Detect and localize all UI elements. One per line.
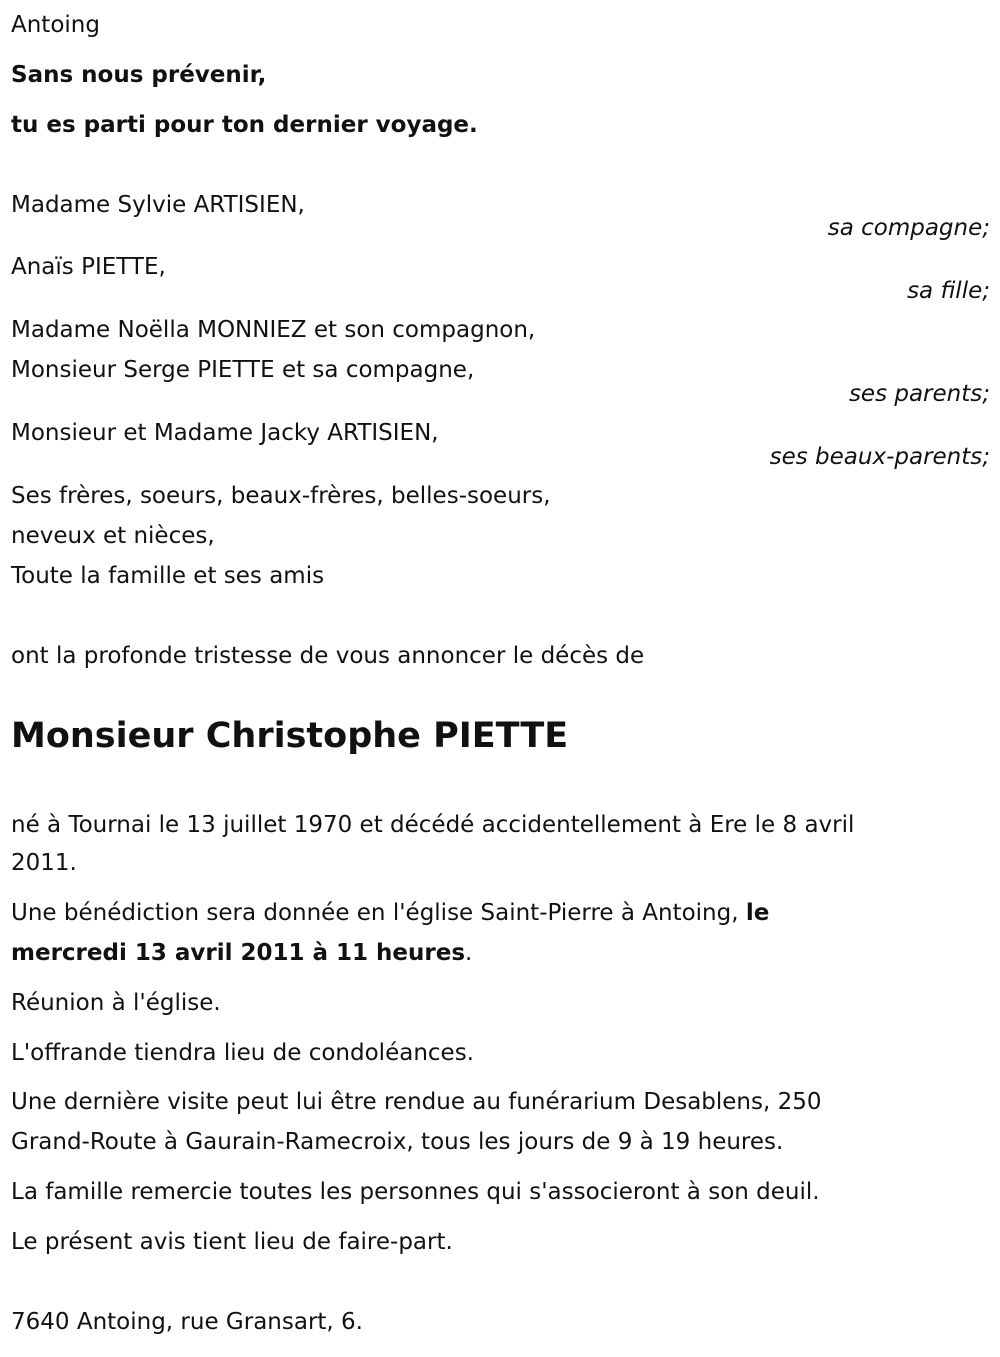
family-line: Monsieur Serge PIETTE et sa compagne, bbox=[11, 357, 475, 383]
thanks: La famille remercie toutes les personnes qui s'associeront à son deuil. bbox=[11, 1179, 820, 1205]
notice: Le présent avis tient lieu de faire-part. bbox=[11, 1229, 453, 1255]
blessing-text: Une bénédiction sera donnée en l'église Saint-Pierre à Antoing, bbox=[11, 900, 746, 926]
family-relation: sa fille; bbox=[907, 278, 990, 304]
family-line: Toute la famille et ses amis bbox=[11, 563, 325, 589]
town: Antoing bbox=[11, 12, 100, 38]
family-line: Monsieur et Madame Jacky ARTISIEN, bbox=[11, 420, 439, 446]
birth-death-line-2: 2011. bbox=[11, 850, 77, 876]
verse-line-2: tu es parti pour ton dernier voyage. bbox=[11, 112, 478, 138]
family-line: Ses frères, soeurs, beaux-frères, belles-soeurs, bbox=[11, 483, 551, 509]
visit-line-2: Grand-Route à Gaurain-Ramecroix, tous les jours de 9 à 19 heures. bbox=[11, 1129, 784, 1155]
visit-line-1: Une dernière visite peut lui être rendue au funérarium Desablens, 250 bbox=[11, 1089, 822, 1115]
deceased-name: Monsieur Christophe PIETTE bbox=[11, 716, 569, 756]
blessing-line-1 bbox=[11, 898, 769, 928]
verse-line-1: Sans nous prévenir, bbox=[11, 62, 267, 88]
blessing-line-2 bbox=[11, 938, 472, 968]
birth-death-line-1: né à Tournai le 13 juillet 1970 et décédé accidentellement à Ere le 8 avril bbox=[11, 812, 855, 838]
family-line: Madame Noëlla MONNIEZ et son compagnon, bbox=[11, 317, 536, 343]
family-line: neveux et nièces, bbox=[11, 523, 215, 549]
meeting: Réunion à l'église. bbox=[11, 990, 221, 1016]
address: 7640 Antoing, rue Gransart, 6. bbox=[11, 1309, 363, 1335]
blessing-date: mercredi 13 avril 2011 à 11 heures bbox=[11, 940, 466, 966]
family-relation: ses parents; bbox=[848, 381, 990, 407]
announcement: ont la profonde tristesse de vous annoncer le décès de bbox=[11, 643, 645, 669]
blessing-end: . bbox=[465, 940, 473, 966]
family-line: Anaïs PIETTE, bbox=[11, 254, 166, 280]
family-relation: sa compagne; bbox=[827, 215, 990, 241]
blessing-date-start: le bbox=[745, 900, 770, 926]
family-line: Madame Sylvie ARTISIEN, bbox=[11, 192, 305, 218]
offering: L'offrande tiendra lieu de condoléances. bbox=[11, 1040, 474, 1066]
family-relation: ses beaux-parents; bbox=[769, 444, 990, 470]
